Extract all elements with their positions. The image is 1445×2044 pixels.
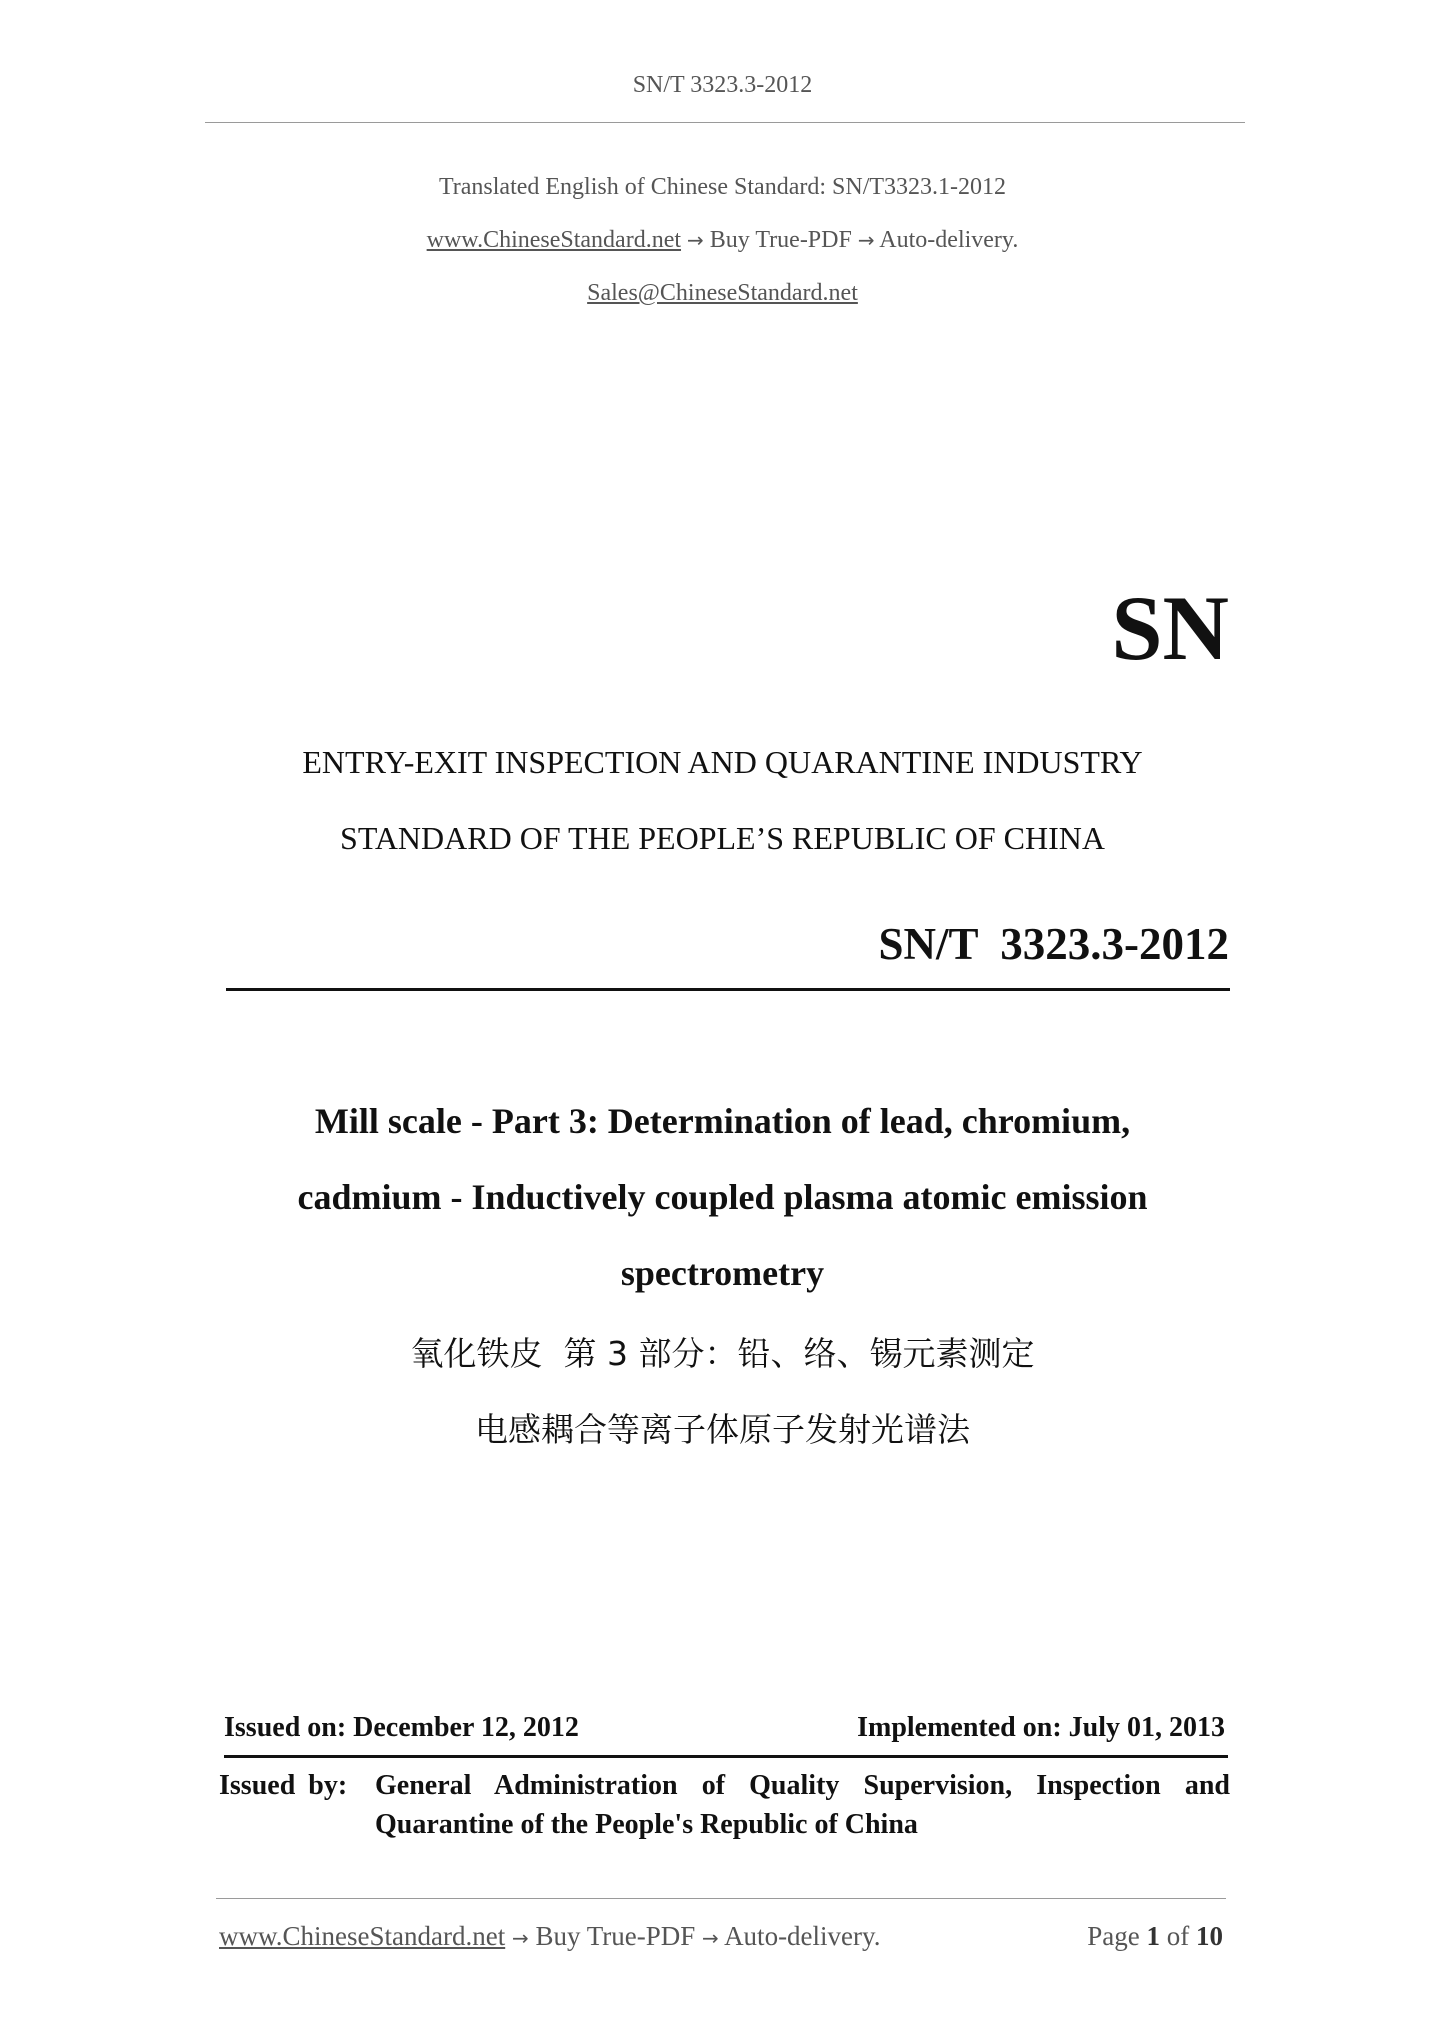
running-header: SN/T 3323.3-2012 <box>632 72 813 98</box>
page-label: Page <box>1087 1921 1140 1951</box>
header-divider <box>205 122 1245 123</box>
arrow-right-icon: → <box>702 1926 719 1950</box>
implemented-on-date: Implemented on: July 01, 2013 <box>857 1712 1225 1743</box>
dates-divider <box>224 1755 1228 1758</box>
auto-delivery-text: Auto-delivery. <box>879 227 1019 253</box>
page-current: 1 <box>1146 1921 1160 1951</box>
email-line <box>0 280 1445 307</box>
issued-by-label: Issued by: <box>219 1770 348 1801</box>
sales-email-link[interactable]: Sales@ChineseStandard.net <box>587 280 858 306</box>
page-of-label: of <box>1166 1921 1190 1951</box>
footer-buy-true-pdf-text: Buy True-PDF <box>535 1921 696 1951</box>
arrow-right-icon: → <box>687 228 704 252</box>
footer-divider <box>216 1898 1226 1899</box>
chinese-title-line-2: 电感耦合等离子体原子发射光谱法 <box>475 1410 970 1449</box>
buy-true-pdf-text: Buy True-PDF <box>709 227 852 253</box>
organization-line-1: ENTRY-EXIT INSPECTION AND QUARANTINE INDUSTRY <box>302 744 1143 780</box>
organization-line-2: STANDARD OF THE PEOPLE’S REPUBLIC OF CHINA <box>340 820 1105 856</box>
arrow-right-icon: → <box>511 1926 529 1950</box>
page-total: 10 <box>1196 1921 1223 1951</box>
english-title-line-2: cadmium - Inductively coupled plasma atomic emission <box>297 1177 1148 1217</box>
site-link[interactable]: www.ChineseStandard.net <box>426 227 682 253</box>
standard-number: SN/T 3323.3-2012 <box>878 919 1229 969</box>
purchase-line <box>0 227 1445 254</box>
issued-by-line-1: General Administration of Quality Supervision, Inspection and <box>375 1770 1230 1801</box>
arrow-right-icon: → <box>857 228 875 252</box>
english-title-line-1: Mill scale - Part 3: Determination of lead, chromium, <box>314 1101 1131 1141</box>
page-indicator <box>1087 1921 1223 1952</box>
issued-on-date: Issued on: December 12, 2012 <box>224 1712 579 1743</box>
footer-site-link[interactable]: www.ChineseStandard.net <box>219 1921 506 1951</box>
translation-notice: Translated English of Chinese Standard: SN/T3323.1-2012 <box>438 174 1007 200</box>
english-title-line-3: spectrometry <box>620 1253 825 1293</box>
issued-by-line-2: Quarantine of the People's Republic of China <box>375 1809 918 1840</box>
sn-logo: SN <box>1111 577 1229 679</box>
footer-purchase-line <box>219 1921 881 1952</box>
standard-number-divider <box>226 988 1230 991</box>
footer-auto-delivery-text: Auto-delivery. <box>724 1921 881 1951</box>
chinese-title-line-1: 氧化铁皮 第 3 部分：铅、络、锡元素测定 <box>410 1334 1035 1373</box>
